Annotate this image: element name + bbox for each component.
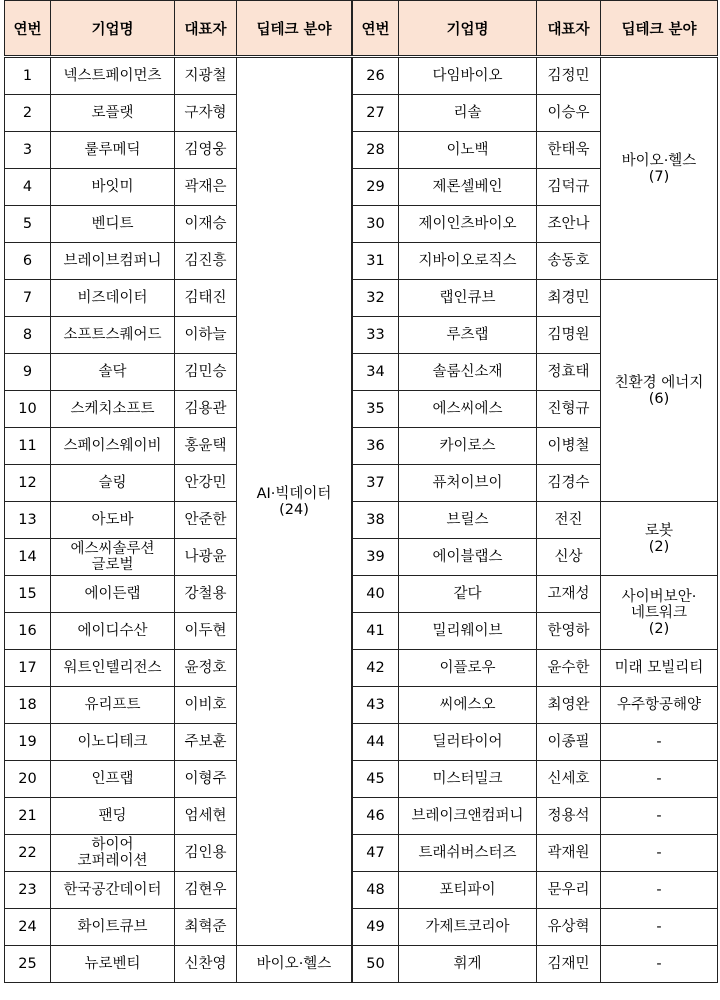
company-name: 로플랫 [51, 95, 175, 132]
field-aerospace: 우주항공해양 [601, 687, 718, 724]
company-name: 루츠랩 [399, 317, 537, 354]
ceo-name: 강철용 [175, 576, 237, 613]
company-name: 에이블랩스 [399, 539, 537, 576]
ceo-name: 김경수 [537, 465, 601, 502]
ceo-name: 이형주 [175, 761, 237, 798]
header-company: 기업명 [399, 1, 537, 57]
header-no: 연번 [353, 1, 399, 57]
ceo-name: 김명원 [537, 317, 601, 354]
company-name: 팬딩 [51, 798, 175, 835]
company-name: 이플로우 [399, 650, 537, 687]
row-number: 13 [5, 502, 51, 539]
company-name: 다임바이오 [399, 57, 537, 95]
ceo-name: 한영하 [537, 613, 601, 650]
ceo-name: 진형규 [537, 391, 601, 428]
row-number: 18 [5, 687, 51, 724]
row-number: 31 [353, 243, 399, 280]
table-row [353, 946, 718, 983]
row-number: 47 [353, 835, 399, 872]
company-name: 슬링 [51, 465, 175, 502]
company-name: 스케치소프트 [51, 391, 175, 428]
table-row [5, 946, 352, 983]
row-number: 44 [353, 724, 399, 761]
row-number: 10 [5, 391, 51, 428]
ceo-name: 김현우 [175, 872, 237, 909]
table-row [353, 576, 718, 613]
table-header-row [5, 1, 352, 57]
row-number: 35 [353, 391, 399, 428]
company-name: 넥스트페이먼츠 [51, 57, 175, 95]
ceo-name: 곽재원 [537, 835, 601, 872]
ceo-name: 김영웅 [175, 132, 237, 169]
company-name: 솔룸신소재 [399, 354, 537, 391]
company-name: 아도바 [51, 502, 175, 539]
row-number: 48 [353, 872, 399, 909]
row-number: 42 [353, 650, 399, 687]
ceo-name: 최경민 [537, 280, 601, 317]
table-row [353, 909, 718, 946]
field-empty: - [601, 835, 718, 872]
row-number: 39 [353, 539, 399, 576]
ceo-name: 지광철 [175, 57, 237, 95]
ceo-name: 이하늘 [175, 317, 237, 354]
ceo-name: 한태욱 [537, 132, 601, 169]
ceo-name: 윤정호 [175, 650, 237, 687]
company-name: 인프랩 [51, 761, 175, 798]
field-empty: - [601, 761, 718, 798]
ceo-name: 나광윤 [175, 539, 237, 576]
row-number: 14 [5, 539, 51, 576]
row-number: 19 [5, 724, 51, 761]
table-row [353, 798, 718, 835]
ceo-name: 홍윤택 [175, 428, 237, 465]
company-name: 뉴로벤티 [51, 946, 175, 983]
table-row [353, 57, 718, 95]
ceo-name: 곽재은 [175, 169, 237, 206]
row-number: 2 [5, 95, 51, 132]
field-cyber-security: 사이버보안· 네트워크 (2) [601, 576, 718, 650]
header-company: 기업명 [51, 1, 175, 57]
table-row [353, 650, 718, 687]
header-field: 딥테크 분야 [237, 1, 352, 57]
row-number: 29 [353, 169, 399, 206]
field-bio-health: 바이오·헬스 [237, 946, 352, 983]
row-number: 33 [353, 317, 399, 354]
ceo-name: 신찬영 [175, 946, 237, 983]
ceo-name: 김인용 [175, 835, 237, 872]
ceo-name: 정효태 [537, 354, 601, 391]
company-name: 스페이스웨이비 [51, 428, 175, 465]
ceo-name: 구자형 [175, 95, 237, 132]
ceo-name: 김태진 [175, 280, 237, 317]
table-row [353, 872, 718, 909]
ceo-name: 이비호 [175, 687, 237, 724]
table-row [5, 57, 352, 95]
row-number: 7 [5, 280, 51, 317]
table-row [353, 835, 718, 872]
company-name: 비즈데이터 [51, 280, 175, 317]
table-row [353, 280, 718, 317]
header-ceo: 대표자 [537, 1, 601, 57]
row-number: 38 [353, 502, 399, 539]
table-header-row [353, 1, 718, 57]
ceo-name: 이종필 [537, 724, 601, 761]
table-row [353, 761, 718, 798]
row-number: 26 [353, 57, 399, 95]
header-no: 연번 [5, 1, 51, 57]
ceo-name: 주보훈 [175, 724, 237, 761]
row-number: 8 [5, 317, 51, 354]
company-name: 에이든랩 [51, 576, 175, 613]
company-name: 룰루메딕 [51, 132, 175, 169]
row-number: 46 [353, 798, 399, 835]
company-name: 미스터밀크 [399, 761, 537, 798]
company-name: 휘게 [399, 946, 537, 983]
row-number: 34 [353, 354, 399, 391]
row-number: 50 [353, 946, 399, 983]
company-name: 카이로스 [399, 428, 537, 465]
company-name: 소프트스퀘어드 [51, 317, 175, 354]
company-name: 포티파이 [399, 872, 537, 909]
company-name: 딜러타이어 [399, 724, 537, 761]
field-empty: - [601, 909, 718, 946]
table-row [353, 687, 718, 724]
company-name: 퓨처이브이 [399, 465, 537, 502]
row-number: 15 [5, 576, 51, 613]
row-number: 3 [5, 132, 51, 169]
company-name: 트래쉬버스터즈 [399, 835, 537, 872]
row-number: 49 [353, 909, 399, 946]
company-name: 에스씨솔루션 글로벌 [51, 539, 175, 576]
company-name: 제론셀베인 [399, 169, 537, 206]
company-name: 가제트코리아 [399, 909, 537, 946]
company-name: 씨에스오 [399, 687, 537, 724]
company-table-left [4, 0, 352, 983]
ceo-name: 안강민 [175, 465, 237, 502]
row-number: 43 [353, 687, 399, 724]
field-bio-health: 바이오·헬스 (7) [601, 57, 718, 280]
row-number: 9 [5, 354, 51, 391]
field-empty: - [601, 946, 718, 983]
ceo-name: 정용석 [537, 798, 601, 835]
field-ai-bigdata: AI·빅데이터 (24) [237, 57, 352, 946]
ceo-name: 조안나 [537, 206, 601, 243]
ceo-name: 김민승 [175, 354, 237, 391]
ceo-name: 고재성 [537, 576, 601, 613]
row-number: 12 [5, 465, 51, 502]
row-number: 40 [353, 576, 399, 613]
row-number: 6 [5, 243, 51, 280]
ceo-name: 최영완 [537, 687, 601, 724]
company-name: 한국공간데이터 [51, 872, 175, 909]
ceo-name: 이재승 [175, 206, 237, 243]
ceo-name: 이병철 [537, 428, 601, 465]
row-number: 1 [5, 57, 51, 95]
company-name: 브레이브컴퍼니 [51, 243, 175, 280]
company-name: 제이인츠바이오 [399, 206, 537, 243]
row-number: 21 [5, 798, 51, 835]
ceo-name: 김재민 [537, 946, 601, 983]
field-empty: - [601, 798, 718, 835]
ceo-name: 이두현 [175, 613, 237, 650]
row-number: 36 [353, 428, 399, 465]
company-name: 지바이오로직스 [399, 243, 537, 280]
company-table-right [352, 0, 718, 983]
header-ceo: 대표자 [175, 1, 237, 57]
ceo-name: 송동호 [537, 243, 601, 280]
ceo-name: 신세호 [537, 761, 601, 798]
ceo-name: 김덕규 [537, 169, 601, 206]
table-row [353, 502, 718, 539]
company-name: 솔닥 [51, 354, 175, 391]
table-row [353, 724, 718, 761]
ceo-name: 김정민 [537, 57, 601, 95]
row-number: 23 [5, 872, 51, 909]
company-name: 같다 [399, 576, 537, 613]
company-name: 브릴스 [399, 502, 537, 539]
row-number: 11 [5, 428, 51, 465]
company-name: 유리프트 [51, 687, 175, 724]
row-number: 5 [5, 206, 51, 243]
ceo-name: 전진 [537, 502, 601, 539]
company-name: 리솔 [399, 95, 537, 132]
company-name: 하이어 코퍼레이션 [51, 835, 175, 872]
row-number: 37 [353, 465, 399, 502]
company-name: 바잇미 [51, 169, 175, 206]
row-number: 41 [353, 613, 399, 650]
company-name: 브레이크앤컴퍼니 [399, 798, 537, 835]
ceo-name: 문우리 [537, 872, 601, 909]
company-name: 워트인텔리전스 [51, 650, 175, 687]
row-number: 27 [353, 95, 399, 132]
header-field: 딥테크 분야 [601, 1, 718, 57]
field-future-mobility: 미래 모빌리티 [601, 650, 718, 687]
field-robot: 로봇 (2) [601, 502, 718, 576]
row-number: 28 [353, 132, 399, 169]
ceo-name: 신상 [537, 539, 601, 576]
ceo-name: 윤수한 [537, 650, 601, 687]
ceo-name: 김진흥 [175, 243, 237, 280]
company-name: 이노백 [399, 132, 537, 169]
ceo-name: 김용관 [175, 391, 237, 428]
ceo-name: 엄세현 [175, 798, 237, 835]
ceo-name: 이승우 [537, 95, 601, 132]
field-empty: - [601, 724, 718, 761]
row-number: 4 [5, 169, 51, 206]
company-name: 화이트큐브 [51, 909, 175, 946]
company-name: 에스씨에스 [399, 391, 537, 428]
row-number: 24 [5, 909, 51, 946]
row-number: 45 [353, 761, 399, 798]
company-name: 벤디트 [51, 206, 175, 243]
row-number: 22 [5, 835, 51, 872]
row-number: 17 [5, 650, 51, 687]
company-name: 밀리웨이브 [399, 613, 537, 650]
company-name: 에이디수산 [51, 613, 175, 650]
row-number: 20 [5, 761, 51, 798]
company-name: 랩인큐브 [399, 280, 537, 317]
row-number: 16 [5, 613, 51, 650]
row-number: 30 [353, 206, 399, 243]
ceo-name: 유상혁 [537, 909, 601, 946]
field-empty: - [601, 872, 718, 909]
row-number: 25 [5, 946, 51, 983]
ceo-name: 최혁준 [175, 909, 237, 946]
row-number: 32 [353, 280, 399, 317]
company-name: 이노디테크 [51, 724, 175, 761]
ceo-name: 안준한 [175, 502, 237, 539]
field-eco-energy: 친환경 에너지 (6) [601, 280, 718, 502]
